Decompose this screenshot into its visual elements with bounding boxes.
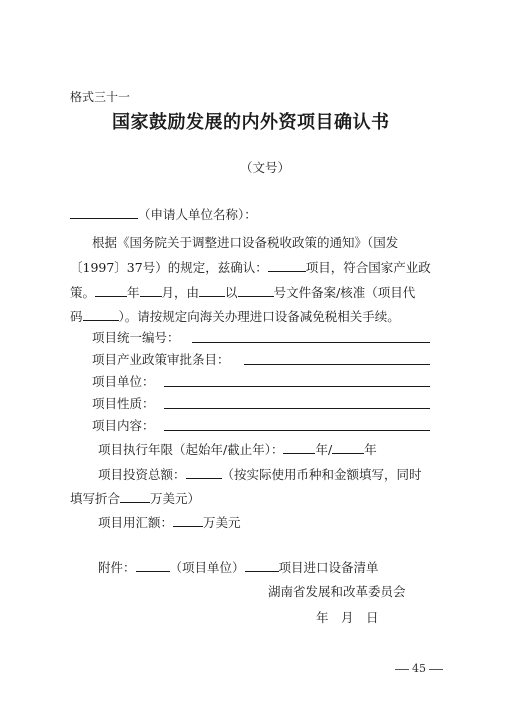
forex-line [98, 513, 241, 531]
investment-blank [186, 467, 222, 479]
page-dash-right [429, 669, 443, 670]
attachment-blank1 [136, 560, 170, 572]
attachment-label: 附件： [98, 560, 136, 575]
field-unit-label: 项目单位： [92, 374, 155, 389]
period-year2: 年 [364, 442, 377, 457]
page-number [392, 662, 446, 675]
start-year-blank [283, 442, 315, 454]
para1-line3-d: 以 [225, 285, 238, 300]
para1-line3-b: 年 [127, 285, 140, 300]
investment-line2-b: 万美元） [150, 491, 201, 506]
issuer-blank [199, 285, 225, 297]
field-unit-line[interactable] [164, 386, 430, 387]
para1-line2 [70, 258, 431, 276]
applicant-label: （申请人单位名称）： [138, 207, 257, 222]
document-title: 国家鼓励发展的内外资项目确认书 [112, 112, 390, 133]
format-label: 格式三十一 [70, 90, 131, 104]
period-line [98, 440, 377, 458]
para1-line2-a: 〔1997〕37号）的规定，兹确认： [70, 260, 268, 275]
attachment-unit: （项目单位） [169, 560, 245, 575]
field-industry-policy-line[interactable] [244, 364, 430, 365]
field-content-label: 项目内容： [92, 418, 155, 433]
investment-note: （按实际使用币种和金额填写，同时 [221, 467, 422, 482]
document-number: （文号） [240, 160, 291, 175]
page-number-value: 45 [412, 662, 426, 675]
para1-line3-c: 月，由 [161, 285, 200, 300]
usd-equivalent-blank [120, 491, 150, 503]
para1-line1: 根据《国务院关于调整进口设备税收政策的通知》（国发 [92, 235, 399, 250]
page-dash-left [395, 669, 409, 670]
file-no-blank [238, 285, 274, 297]
field-project-code-line[interactable] [192, 342, 430, 343]
para1-line4-b: ）。请按规定向海关办理进口设备减免税相关手续。 [118, 309, 400, 324]
issue-date: 年 月 日 [316, 610, 379, 625]
field-nature-line[interactable] [164, 408, 430, 409]
end-year-blank [332, 442, 364, 454]
investment-line [98, 465, 422, 483]
attachment-line [98, 558, 379, 576]
investment-label: 项目投资总额： [98, 467, 186, 482]
field-project-code-label: 项目统一编号： [92, 330, 180, 345]
para1-line4 [70, 307, 400, 325]
applicant-line [70, 205, 257, 223]
field-content-line[interactable] [164, 430, 430, 431]
para1-line2-b: 项目，符合国家产业政 [305, 260, 431, 275]
investment-line2-a: 填写折合 [70, 491, 121, 506]
project-name-blank [268, 260, 306, 272]
investment-line2 [70, 489, 200, 507]
para1-line3 [70, 283, 415, 301]
period-label: 项目执行年限（起始年/截止年）： [98, 442, 284, 457]
applicant-blank [70, 207, 138, 219]
field-industry-policy-label: 项目产业政策审批条目： [92, 352, 230, 367]
field-nature-label: 项目性质： [92, 396, 155, 411]
forex-unit: 万美元 [203, 515, 241, 530]
forex-label: 项目用汇额： [98, 515, 174, 530]
para1-line3-e: 号文件备案/核准（项目代 [273, 285, 416, 300]
attachment-blank2 [245, 560, 279, 572]
attachment-list: 项目进口设备清单 [278, 560, 379, 575]
project-code-blank [83, 309, 119, 321]
para1-line4-a: 码 [70, 309, 83, 324]
para1-line3-a: 策。 [70, 285, 96, 300]
issuer-name: 湖南省发展和改革委员会 [268, 584, 406, 599]
forex-blank [173, 515, 203, 527]
month-blank [140, 285, 162, 297]
period-year1: 年/ [315, 442, 333, 457]
year-blank [95, 285, 127, 297]
